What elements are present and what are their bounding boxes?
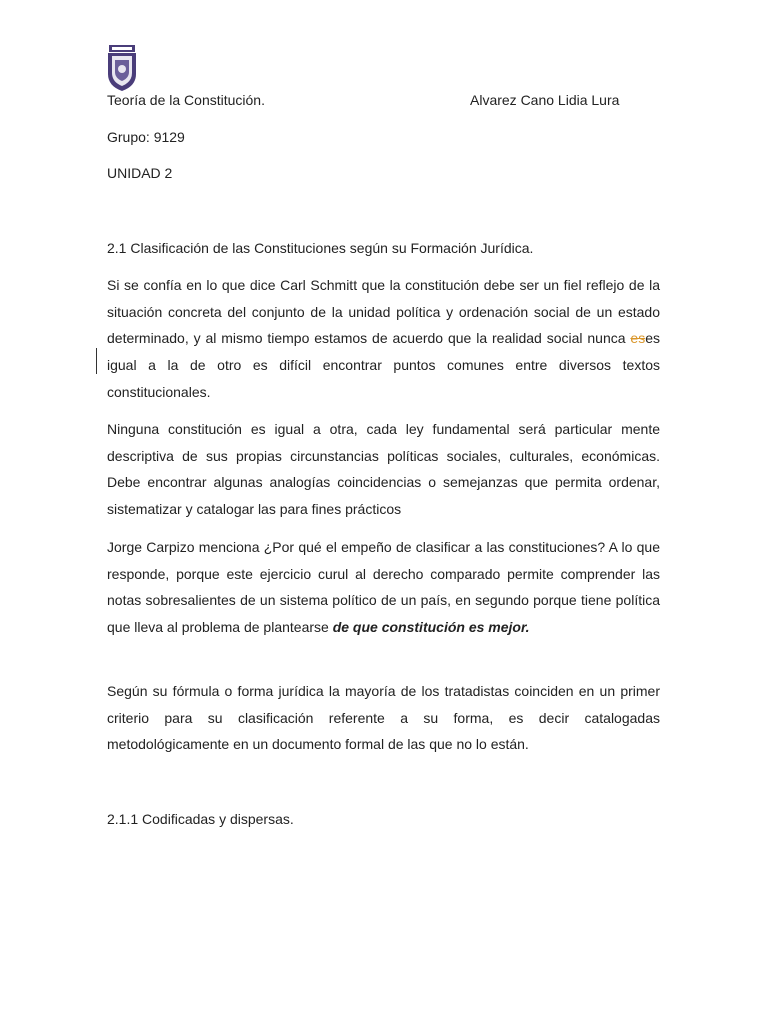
author-name: Alvarez Cano Lidia Lura <box>470 92 620 108</box>
paragraph-1-text-after: es igual a la de otro es difícil encontrar puntos comunes entre diversos textos constitucionales. <box>107 330 660 400</box>
paragraph-1 <box>107 272 660 406</box>
course-title: Teoría de la Constitución. <box>107 92 265 108</box>
section-title: 2.1 Clasificación de las Constituciones según su Formación Jurídica. <box>107 240 534 256</box>
paragraph-2: Ninguna constitución es igual a otra, cada ley fundamental será particular mente descriptiva de sus propias circunstancias políticas sociales, culturales, económicas. Debe encontrar algunas analogías coincidencias o semejanzas que permita ordenar, sistematizar y catalogar las para fines prácticos <box>107 421 660 518</box>
university-crest-icon <box>106 44 138 92</box>
paragraph-3 <box>107 534 660 641</box>
text-cursor <box>96 348 97 374</box>
paragraph-3-emphasis: de que constitución es mejor. <box>332 619 530 636</box>
paragraph-3-text: Jorge Carpizo menciona ¿Por qué el empeño de clasificar a las constituciones? A lo que responde, porque este ejercicio curul al derecho comparado permite comprender las notas sobresalientes de un sistema político de un país, en segundo porque tiene política que lleva al problema de plantearse <box>107 539 660 636</box>
tracked-deletion: es <box>630 330 646 347</box>
group-label: Grupo: 9129 <box>107 129 185 145</box>
subsection-title: 2.1.1 Codificadas y dispersas. <box>107 811 294 827</box>
paragraph-4: Según su fórmula o forma jurídica la mayoría de los tratadistas coinciden en un primer criterio para su clasificación referente a su forma, es decir catalogadas metodológicamente en un documento formal de las que no lo están. <box>107 683 660 753</box>
paragraph-1-text-before: Si se confía en lo que dice Carl Schmitt que la constitución debe ser un fiel reflejo de la situación concreta del conjunto de la unidad política y ordenación social de un estado determinado, y al mismo tiempo estamos de acuerdo que la realidad social nunca <box>107 277 660 347</box>
unit-label: UNIDAD 2 <box>107 165 173 181</box>
